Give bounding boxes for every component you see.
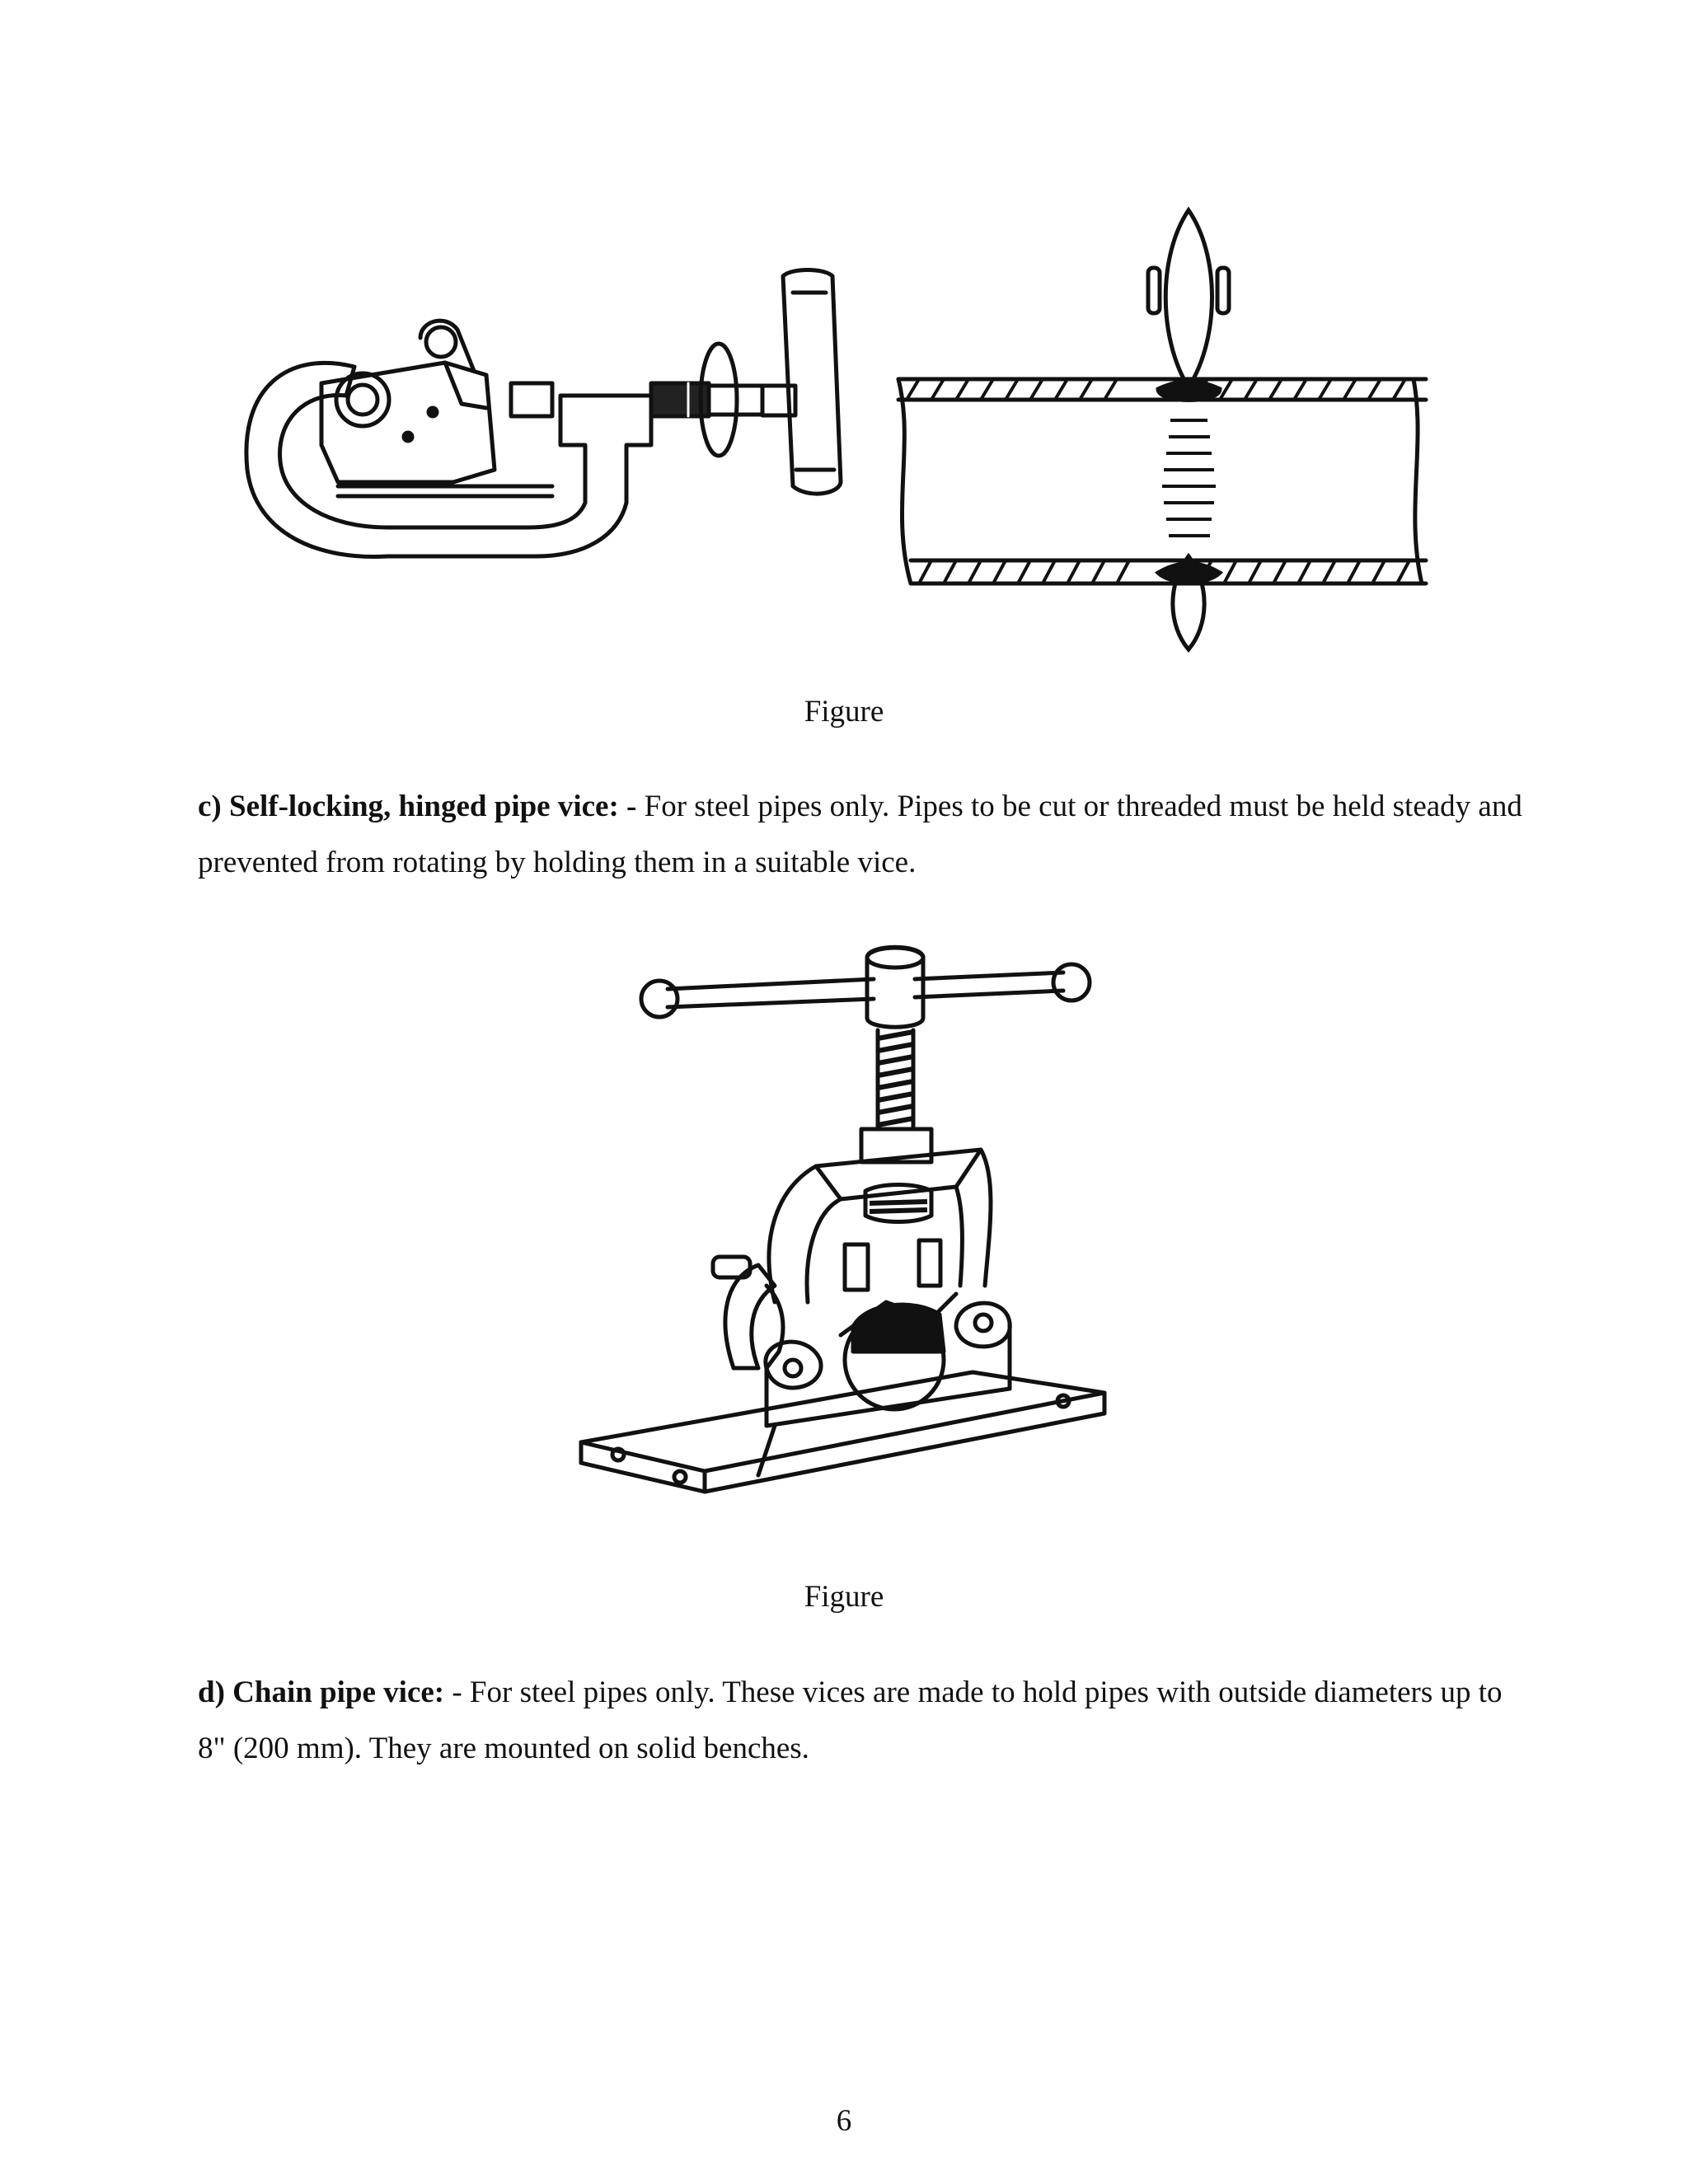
figure-hinged-pipe-vice bbox=[569, 940, 1113, 1549]
section-c-body: For steel pipes only. Pipes to be cut or threaded must be held steady and prevented from rotating by holding them in a suitable vice. bbox=[198, 790, 1522, 879]
figure-caption-2: Figure bbox=[804, 1580, 884, 1614]
section-d-body: - For steel pipes only. These vices are made to hold pipes with outside diameters up to 8" (200 mm). They are mounted on solid benches. bbox=[198, 1675, 1503, 1765]
page-number: 6 bbox=[836, 2104, 852, 2138]
section-d-heading: d) Chain pipe vice: bbox=[198, 1675, 445, 1709]
section-c-heading: c) Self-locking, hinged pipe vice: - bbox=[198, 790, 637, 823]
figure-pipe-cutter bbox=[239, 198, 1442, 668]
pipe-cutter-illustration bbox=[239, 198, 1442, 668]
figure-caption-1: Figure bbox=[804, 695, 884, 729]
hinged-pipe-vice-illustration bbox=[569, 940, 1113, 1549]
section-c-paragraph bbox=[198, 779, 1533, 891]
section-d-paragraph bbox=[198, 1665, 1533, 1777]
